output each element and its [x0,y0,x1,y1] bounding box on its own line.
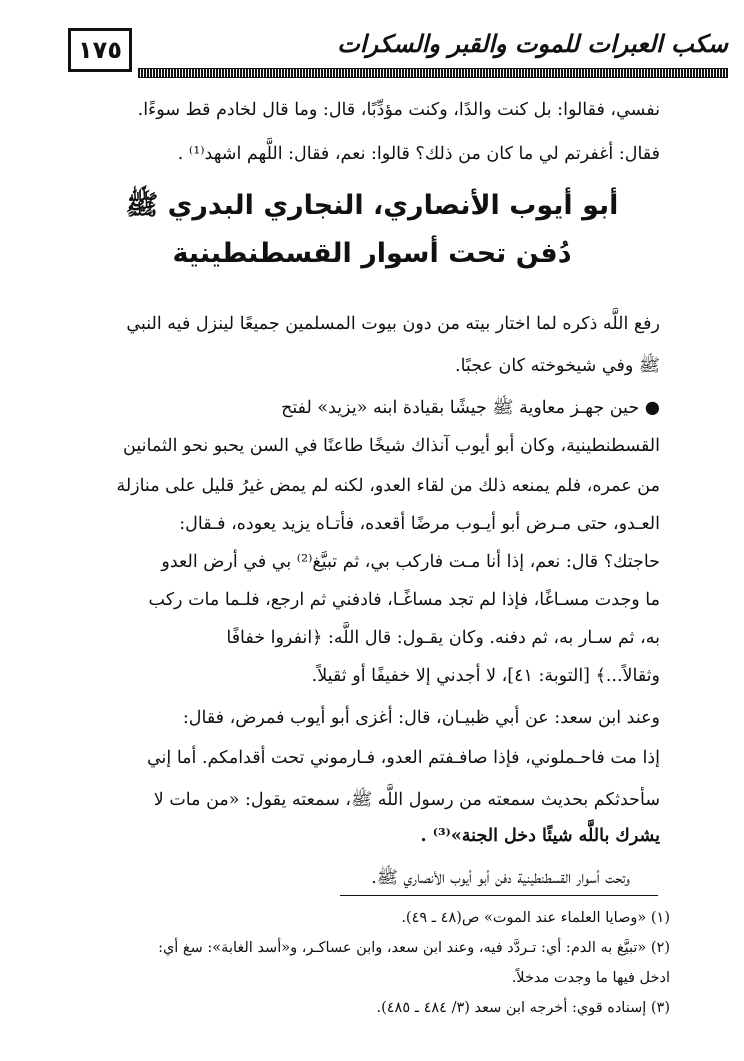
body-line: ما وجدت مسـاغًا، فإذا لم تجد مساغًـا، فادفني ثم ارجع، فلـما مات ركب [148,590,660,610]
body-line: سأحدثكم بحديث سمعته من رسول اللَّه ﷺ، سمعته يقول: «من مات لا [153,790,660,810]
page-header [68,28,728,80]
running-title: سكب العبرات للموت والقبر والسكرات [337,30,728,58]
body-line: القسطنطينية، وكان أبو أيوب آنذاك شيخًا طاعنًا في السن يحبو نحو الثمانين [123,436,660,456]
footnote-separator [340,895,658,896]
body-line: العـدو، حتى مـرض أبو أيـوب مرضًا أقعده، فأتـاه يزيد يعوده، فـقال: [179,514,660,534]
intro-line-2: فقال: أغفرتم لي ما كان من ذلك؟ قالوا: نعم، فقال: اللَّهم اشهد⁽¹⁾ . [177,144,660,164]
body-line: إذا مت فاحـملوني، فإذا صافـفتم العدو، فـارموني تحت أقدامكم. أما إني [146,748,660,768]
body-line: ﷺ وفي شيخوخته كان عجبًا. [455,356,660,376]
body-line: رفع اللَّه ذكره لما اختار بيته من دون بيوت المسلمين جميعًا لينزل فيه النبي [126,314,660,334]
footnote-1: (١) «وصايا العلماء عند الموت» ص(٤٨ ـ ٤٩). [401,910,670,926]
body-line: يشرك باللَّه شيئًا دخل الجنة»⁽³⁾ . [420,826,660,846]
body-line: به، ثم سـار به، ثم دفنه. وكان يقـول: قال اللَّه: ﴿انفروا خفافًا [226,628,660,648]
footnote-2-cont: ادخل فيها ما وجدت مدخلاً. [511,970,670,986]
section-heading-2: دُفن تحت أسوار القسطنطينية [172,238,572,269]
body-line: وثقالاً...﴾ [التوبة: ٤١]، لا أجدني إلا خفيفًا أو ثقيلاً. [311,666,660,686]
header-rule [138,68,728,78]
body-line: وعند ابن سعد: عن أبي ظبيـان، قال: أغزى أبو أيوب فمرض، فقال: [182,708,660,728]
footnote-3: (٣) إسناده قوي: أخرجه ابن سعد (٣/ ٤٨٤ ـ ٤٨٥). [376,1000,670,1016]
footnote-2: (٢) «تبيَّغ به الدم: أي: تـردَّد فيه، وعند ابن سعد، وابن عساكـر، و«أسد الغابة»: سغ أي: [158,940,670,956]
section-heading-1: أبو أيوب الأنصاري، النجاري البدري ﷺ [125,190,619,221]
body-line: حاجتك؟ قال: نعم، إذا أنا مـت فاركب بي، ثم تبيَّغ⁽²⁾ بي في أرض العدو [161,552,660,572]
body-line: ● حين جهـز معاوية ﷺ جيشًا بقيادة ابنه «يزيد» لفتح [281,398,660,418]
body-line: وتحت أسوار القسطنطينية دفن أبو أيوب الأنصاري ﷺ. [371,868,630,888]
intro-line-1: نفسي، فقالوا: بل كنت والدًا، وكنت مؤدِّبًا، قال: وما قال لخادم قط سوءًا. [137,100,660,120]
page-number: ١٧٥ [68,28,132,72]
body-line: من عمره، فلم يمنعه ذلك من لقاء العدو، لكنه لم يمض غيرُ قليل على منازلة [116,476,660,496]
